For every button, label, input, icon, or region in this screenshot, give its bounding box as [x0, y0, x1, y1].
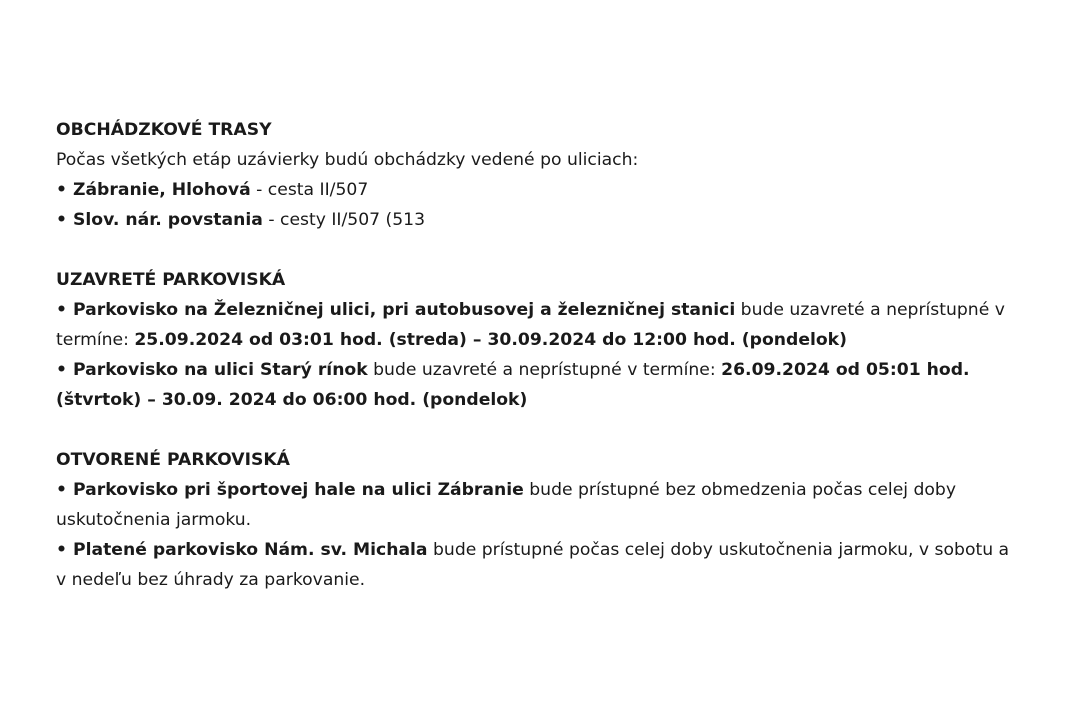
- section-open-parking: [56, 445, 1016, 595]
- item-date-range: 25.09.2024 od 03:01 hod. (streda) – 30.09.2024 do 12:00 hod. (pondelok): [134, 330, 847, 350]
- item-text: - cesta II/507: [250, 180, 369, 200]
- item-bold: Parkovisko na Železničnej ulici, pri autobusovej a železničnej stanici: [73, 300, 736, 320]
- list-item: [56, 175, 1016, 205]
- section-closed-parking: [56, 265, 1016, 415]
- bullet-icon: •: [56, 360, 67, 380]
- item-text: bude prístupné bez obmedzenia počas celej doby uskutočnenia jarmoku.: [56, 480, 957, 530]
- document-body: [56, 115, 1016, 625]
- item-bold: Zábranie, Hlohová: [73, 180, 251, 200]
- section-heading: OBCHÁDZKOVÉ TRASY: [56, 120, 272, 140]
- section-heading: UZAVRETÉ PARKOVISKÁ: [56, 270, 286, 290]
- bullet-icon: •: [56, 540, 67, 560]
- item-date-range: 26.09.2024 od 05:01 hod. (štvrtok) – 30.09. 2024 do 06:00 hod. (pondelok): [56, 360, 970, 410]
- item-bold: Slov. nár. povstania: [73, 210, 263, 230]
- bullet-icon: •: [56, 480, 67, 500]
- bullet-icon: •: [56, 180, 67, 200]
- bullet-icon: •: [56, 300, 67, 320]
- item-bold: Parkovisko pri športovej hale na ulici Zábranie: [73, 480, 524, 500]
- bullet-icon: •: [56, 210, 67, 230]
- item-text: bude uzavreté a neprístupné v termíne:: [56, 300, 1005, 350]
- list-item: [56, 205, 1016, 235]
- item-bold: Platené parkovisko Nám. sv. Michala: [73, 540, 428, 560]
- list-item: [56, 475, 1016, 535]
- list-item: [56, 295, 1016, 355]
- list-item: [56, 355, 1016, 415]
- item-text: bude prístupné počas celej doby uskutočnenia jarmoku, v sobotu a v nedeľu bez úhrady za parkovanie.: [56, 540, 1010, 590]
- item-text: bude uzavreté a neprístupné v termíne:: [367, 360, 722, 380]
- item-bold: Parkovisko na ulici Starý rínok: [73, 360, 368, 380]
- item-text: - cesty II/507 (513: [262, 210, 426, 230]
- section-intro: Počas všetkých etáp uzávierky budú obchádzky vedené po uliciach:: [56, 150, 639, 170]
- list-item: [56, 535, 1016, 595]
- section-heading: OTVORENÉ PARKOVISKÁ: [56, 450, 290, 470]
- section-detours: [56, 115, 1016, 235]
